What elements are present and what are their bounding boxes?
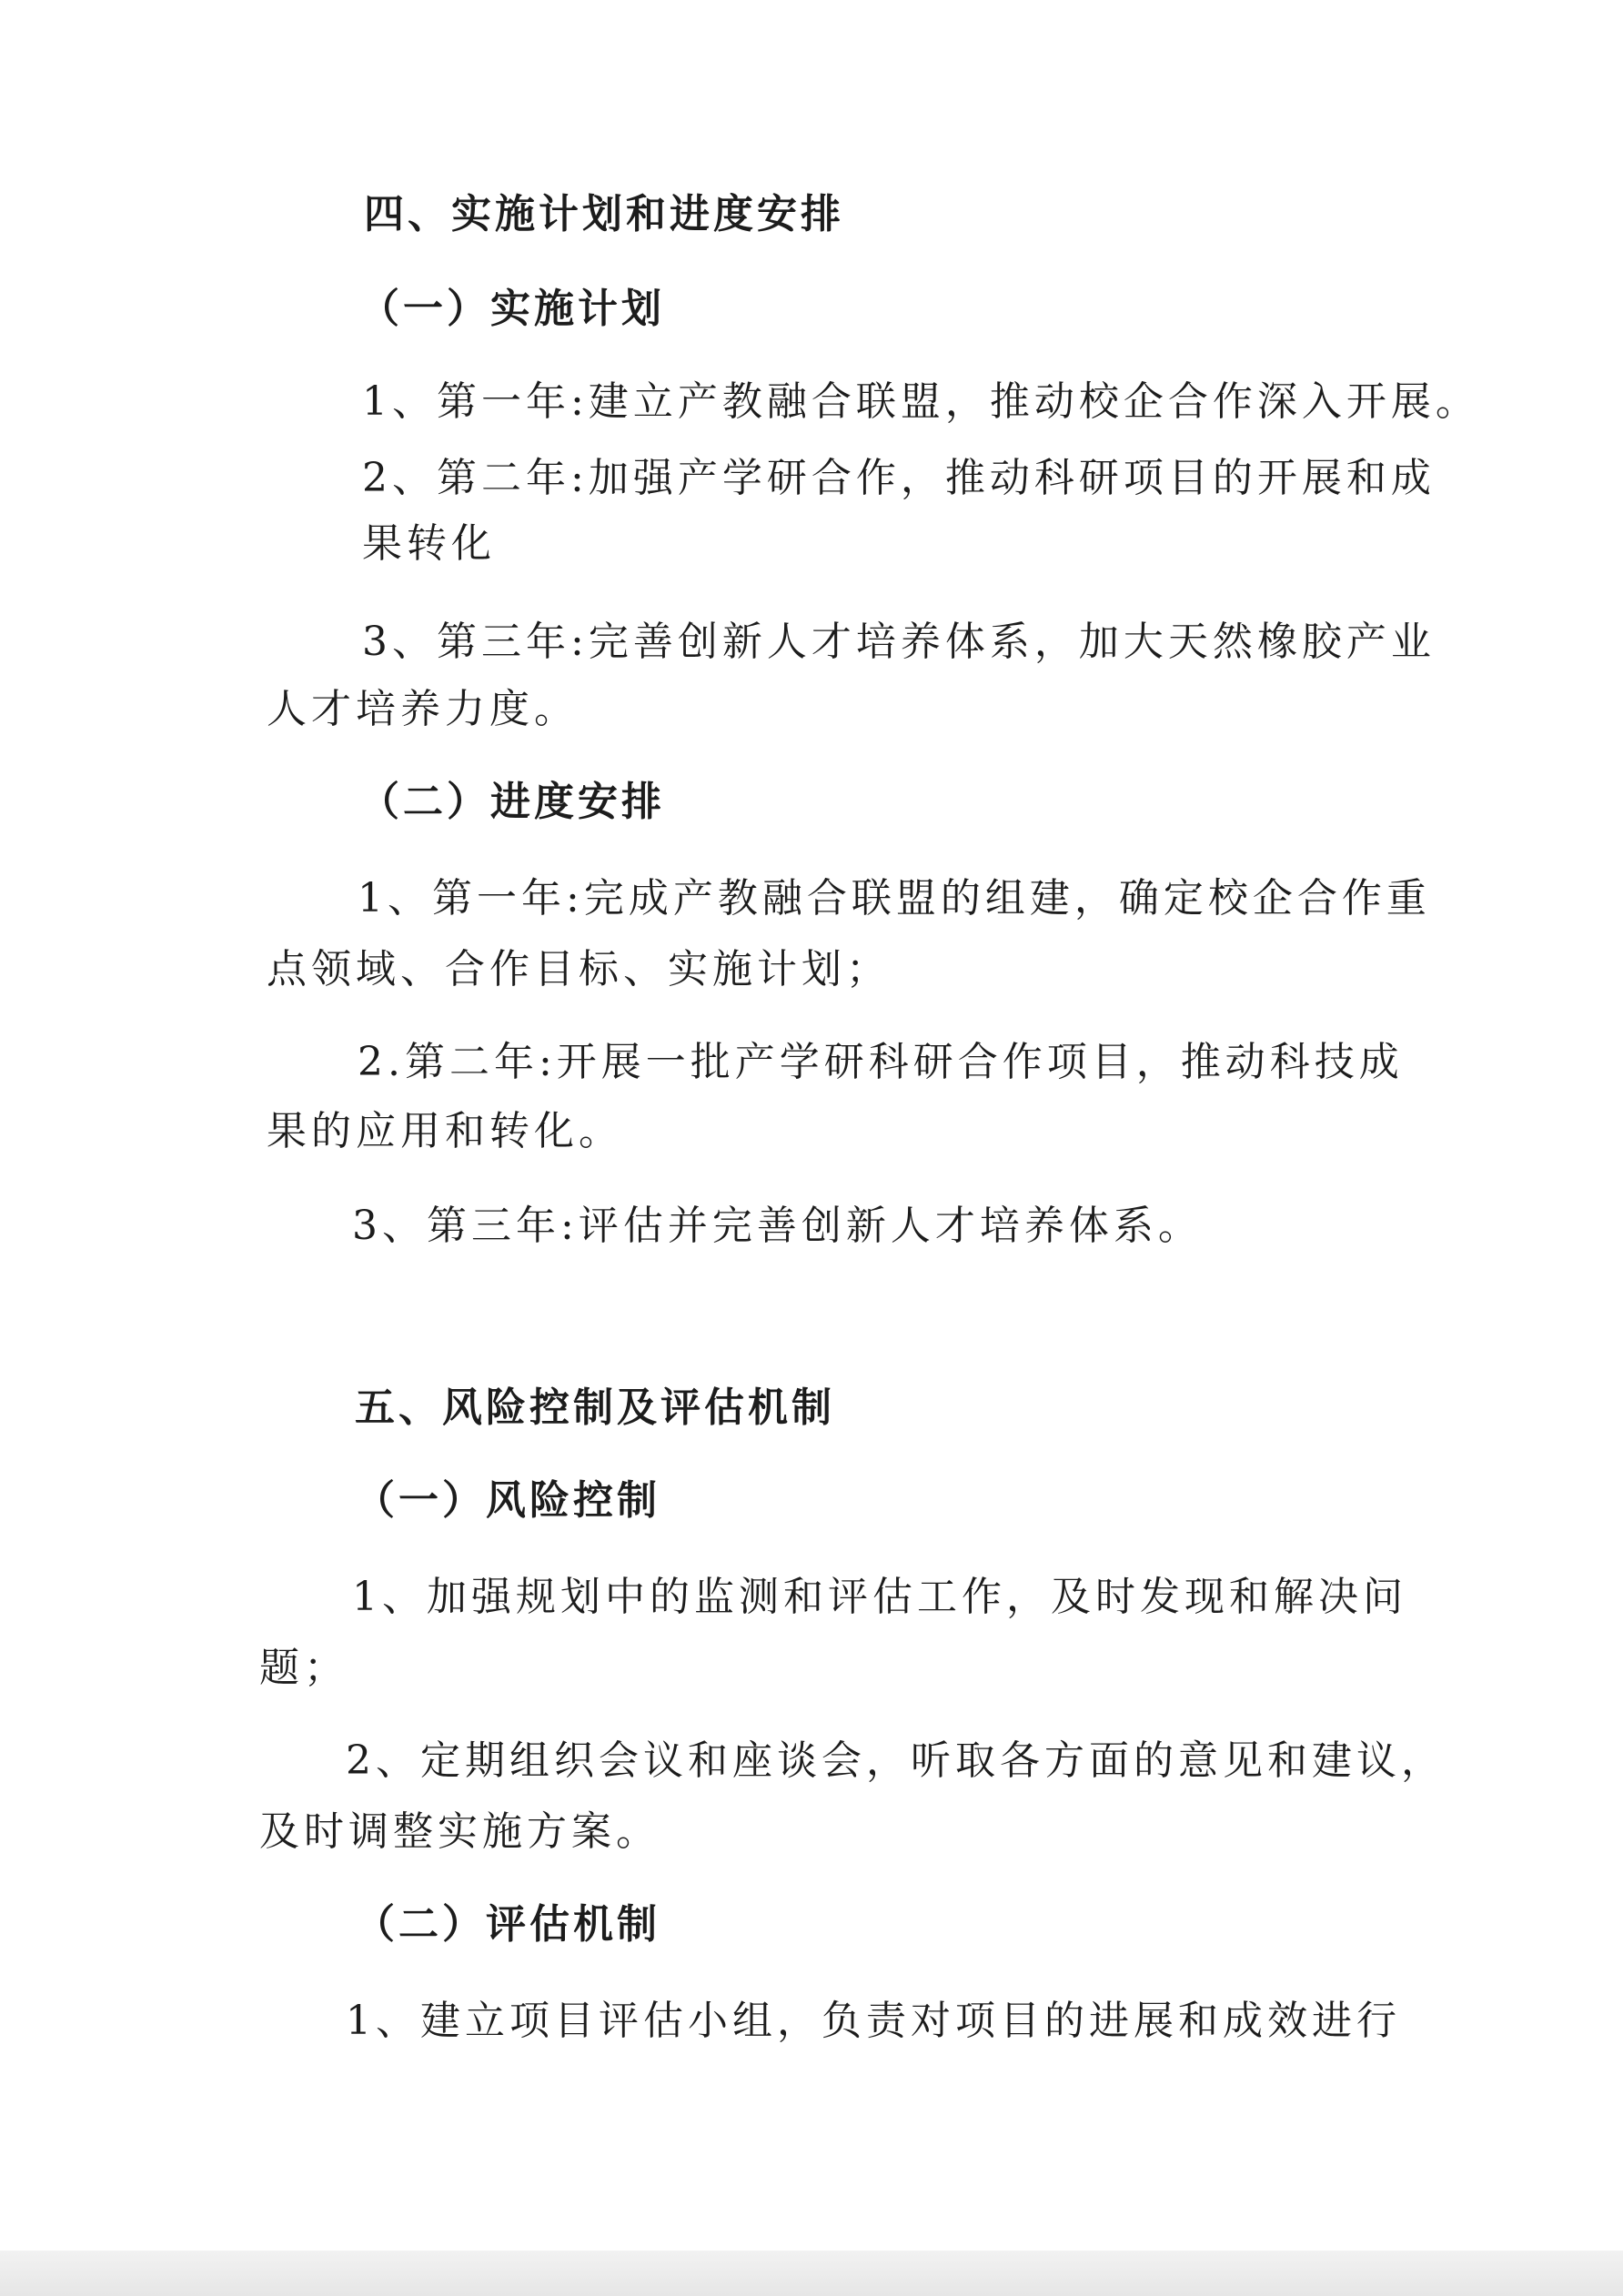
scan-bottom-edge <box>0 2251 1623 2296</box>
s4-2-item-2-line-2: 果的应用和转化。 <box>267 1108 623 1154</box>
s4-2-item-1-line-1: 1、第一年:完成产教融合联盟的组建，确定校企合作重 <box>358 875 1431 921</box>
s5-1-item-2-line-1: 2、定期组织会议和座谈会，听取各方面的意见和建议， <box>346 1737 1446 1784</box>
section-4-title: 四、实施计划和进度安排 <box>364 191 844 237</box>
s4-2-item-3: 3、第三年:评估并完善创新人才培养体系。 <box>352 1203 1203 1249</box>
s4-1-item-1: 1、第一年:建立产教融合联盟，推动校企合作深入开展。 <box>362 378 1480 425</box>
s4-1-item-2-line-1: 2、第二年:加强产学研合作，推动科研项目的开展和成 <box>362 455 1436 501</box>
s5-1-item-1-line-1: 1、加强规划中的监测和评估工作，及时发现和解决问 <box>352 1574 1407 1620</box>
section-5-2-title: （二）评估机制 <box>355 1901 660 1948</box>
s5-1-item-2-line-2: 及时调整实施方案。 <box>259 1808 660 1855</box>
s4-2-item-2-line-1: 2.第二年:开展一批产学研科研合作项目，推动科技成 <box>358 1039 1404 1085</box>
section-4-2-title: （二）进度安排 <box>359 779 665 825</box>
s4-2-item-1-line-2: 点领域、合作目标、实施计划； <box>267 946 891 992</box>
section-5-title: 五、风险控制及评估机制 <box>355 1385 835 1431</box>
section-4-1-title: （一）实施计划 <box>359 286 665 332</box>
s4-1-item-3-line-1: 3、第三年:完善创新人才培养体系，加大天然橡胶产业 <box>362 619 1436 665</box>
s4-1-item-3-line-2: 人才培养力度。 <box>267 686 579 732</box>
section-5-1-title: （一）风险控制 <box>355 1477 660 1524</box>
s5-2-item-1-line-1: 1、建立项目评估小组，负责对项目的进展和成效进行 <box>346 1998 1401 2044</box>
s5-1-item-1-line-2: 题； <box>259 1645 348 1691</box>
s4-1-item-2-line-2: 果转化 <box>362 520 496 567</box>
